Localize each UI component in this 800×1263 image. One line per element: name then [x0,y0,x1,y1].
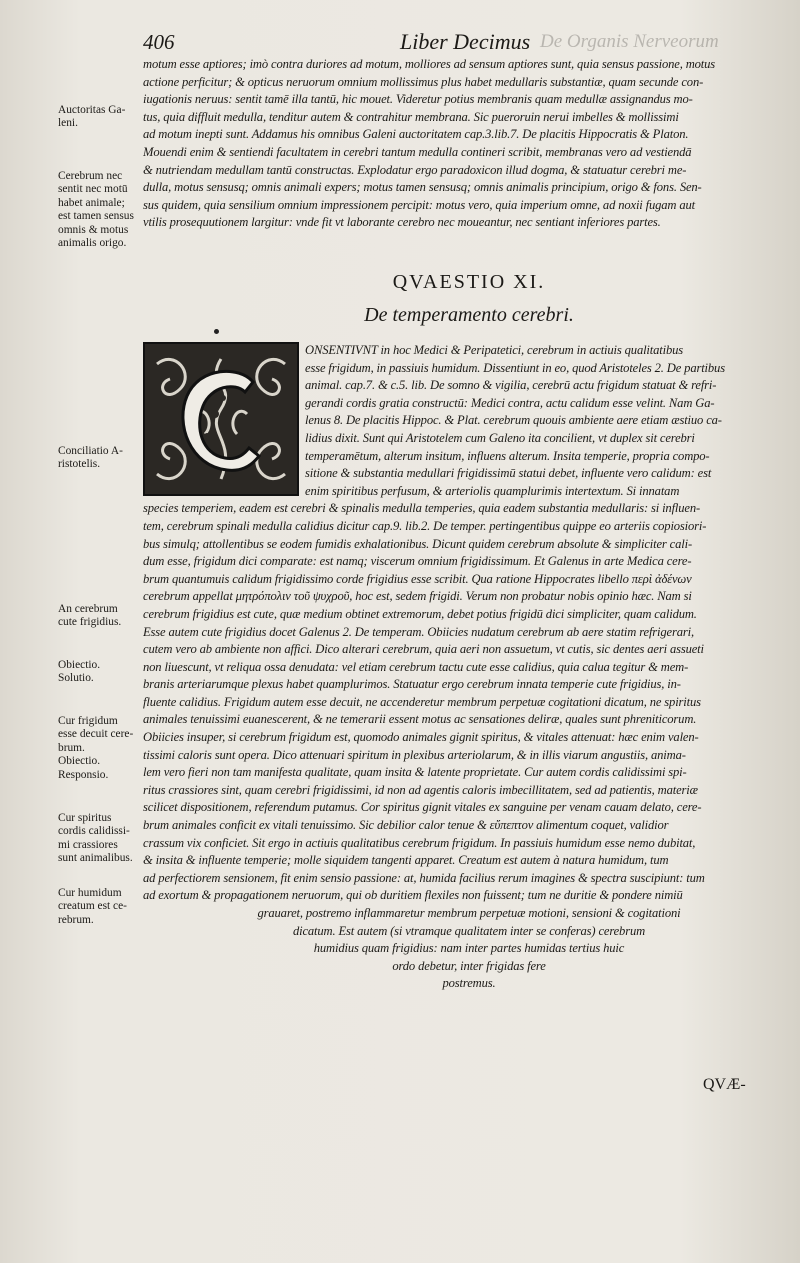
text-line: iugationis neruus: sentit tamē illa tantū, hic mouet. Videretur potius membranis quam medullæ assignandus mo- [143,92,693,107]
decorated-initial-c [143,342,299,496]
text-line: Mouendi enim & sentiendi facultatem in cerebri tantum medulla contineri scribit, membranas vero ad vestiendā [143,144,692,159]
margin-note [58,812,140,866]
main-paragraph [143,342,795,993]
text-line: Esse autem cute frigidius docet Galenus 2. De temperam. Obiicies nudatum cerebrum ab aere statim refrigerari, [143,624,694,639]
margin-note-text: Cerebrum nec sentit nec motū habet animale; est tamen sensus omnis & motus animalis origo. [58,170,134,250]
page-header [0,0,800,60]
text-line: animal. cap.7. & c.5. lib. De somno & vigilia, cerebrū actu frigidum statuat & refri- [305,378,717,393]
text-line: lenus 8. De placitis Hippoc. & Plat. cerebrum quouis ambiente aere etiam æstiuo ca- [305,413,722,428]
text-line: branis arteriarumque plexus habet quamplurimos. Statuatur ergo cerebrum innata temperie cute frigidius, in- [143,677,681,692]
text-line: esse frigidum, in passiuis humidum. Dissentiunt in eo, quod Aristoteles 2. De partibus [305,360,725,375]
text-line: Obiicies insuper, si cerebrum frigidum est, quomodo animales gignit spiritus, & vitales attenuat: hæc enim valen- [143,730,699,745]
margin-note [58,887,140,927]
text-line: scilicet dispositionem, referendum putamus. Cor spiritus gignit vitales ex sanguine per venam cauam delato, cere- [143,800,702,815]
intro-paragraph [143,56,795,232]
text-line: ritus crassiores sint, quam cerebri frigidissimi, id non ad agentis caloris imbecillitatem, sed ad patientis, materiæ [143,782,698,797]
text-line: animales tenuissimi euanescerent, & ne temerarii essent motus ac sensationes deliræ, quales sunt phreniticorum. [143,712,697,727]
margin-note [58,715,140,782]
text-line: ad exortum & propagationem neruorum, qui ob duritiem flexiles non fuissent; tum ne duritie & pondere nimiū [143,888,683,903]
page-number: 406 [143,30,175,54]
text-line: ONSENTIVNT in hoc Medici & Peripatetici, cerebrum in actiuis qualitatibus [305,343,684,357]
text-line: ad motum inepti sunt. Addamus his omnibus Galeni auctoritatem cap.3.lib.7. De placitis Hippocratis & Platon. [143,127,689,142]
text-line: cerebrum frigidius est cute, quæ medium obtinet extremorum, debet potius frigidū dici simpliciter, quam calidum. [143,606,697,621]
text-line: enim spiritibus perfusum, & arteriolis quamplurimis intertextum. Si innatam [305,483,680,498]
margin-note [58,170,140,250]
text-line: cutem vero ab ambiente non affici. Dico alterari cerebrum, quia aeri non assuetum, vt cutis, sic dentes aeri assueti [143,642,704,657]
question-heading: QVAESTIO XI. [392,271,546,293]
margin-note [58,104,140,131]
text-line: gerandi cordis gratia constructū: Medici contra, actu calidum esse velint. Nam Ga- [305,395,715,410]
tapered-ending [143,905,795,993]
bleed-through-text: De Organis Nerveorum [540,31,719,52]
text-line: sus quidem, quia sensilium omnium impressionem percipit: motus vero, quia imperium omne, ad noxii fugam aut [143,197,696,212]
catchword: QVÆ- [703,1076,746,1093]
text-line: motum esse aptiores; imò contra duriores ad motum, molliores ad sensum aptiores sunt, quia sensus passione, motus [143,57,716,71]
text-line: & nutriendam medullam tantū constructas. Explodatur ergo paradoxicon illud dogma, & statuatur cerebri me- [143,162,687,177]
text-line: lidius dixit. Sunt qui Aristotelem cum Galeno ita concilient, vt duplex sit cerebri [305,430,695,445]
text-line: lem vero fieri non tam manifesta qualitate, quam insita & latente proprietate. Cur autem cordis calidissimi spi- [143,765,687,780]
text-line: tus, quia diffluit medulla, tenditur autem & contrahitur membrana. Sic pueroruin nerui imbelles & mollissimi [143,109,679,124]
text-line: ad perfectiorem sensionem, fit enim sensio passione: at, humida facilius rerum imagines & spectra suscipiunt: tum [143,870,705,885]
text-line: postremus. [442,976,496,991]
text-line: crassum vix conficiet. Sit ergo in actiuis qualitatibus cerebrum frigidum. In passiuis humidum esse nemo dubitat, [143,835,696,850]
text-line: & insita & influente temperie; molle siquidem tangenti apparet. Creatum est autem à natura humidum, tum [143,853,669,868]
running-title: Liber Decimus [400,29,531,54]
text-line: actione perficitur; & opticus neruorum omnium mollissimus plus habet medullaris substantiæ, quam secunde con- [143,74,704,89]
margin-note [58,659,140,686]
text-line: ordo debetur, inter frigidas fere [392,958,546,973]
text-line: dum esse, frigidum dici comparate: est namq; viscerum omnium frigidissimum. Et Galenus in arte Medica cere- [143,554,692,569]
margin-note-text: Cur frigidum esse decuit cere- brum. Obiectio. Responsio. [58,715,134,781]
margin-note [58,603,140,630]
text-line: grauaret, postremo inflammaretur membrum perpetuæ motioni, sensioni & cogitationi [257,906,681,920]
margin-note-text: An cerebrum cute frigidius. [58,603,122,629]
margin-note-text: Conciliatio A- ristotelis. [58,445,123,471]
margin-note-text: Cur humidum creatum est ce- rebrum. [58,887,127,926]
text-line: temperamētum, alterum insitum, influens alterum. Insita temperie, propria compo- [305,448,710,463]
margin-note-text: Cur spiritus cordis calidissi- mi crassiores sunt animalibus. [58,812,133,865]
text-line: tem, cerebrum spinali medulla calidius dicitur cap.9. lib.2. De temper. pertingentibus quippe eo arteriis copiosiori- [143,518,707,533]
text-line: sitione & substantia medullari frigidissimū statui debet, influente vero calidum: est [305,466,712,481]
text-line: non liuescunt, vt reliqua ossa denudata: vel etiam cerebrum tactu cute esse calidius, quia calua tegitur & mem- [143,659,689,674]
text-line: tissimi caloris sunt opera. Dico attenuari spiritum in plexibus arteriolarum, & in illis viarum angustiis, anima- [143,747,686,762]
margin-note [58,445,140,472]
text-line: humidius quam frigidius: nam inter partes humidas tertius huic [313,941,625,956]
text-line: fluente calidius. Frigidum autem esse decuit, ne accenderetur membrum perpetuæ cogitationi dicatum, ne spiritus [143,694,701,709]
margin-note-text: Obiectio. Solutio. [58,659,101,685]
text-line: cerebrum appellat μητρόπολιν τοῦ ψυχροῦ, hoc est, sedem frigidi. Verum non probatur nobis opinio hæc. Nam si [143,589,692,604]
text-line: dicatum. Est autem (si vtramque qualitatem inter se conferas) cerebrum [292,923,646,938]
text-line: bus simulq; attollentibus se eodem fumidis exhalationibus. Dicunt quidem cerebrum absolute & simpliciter cali- [143,536,692,551]
ornamental-initial-icon [145,344,297,494]
section-title: De temperamento cerebri. [364,304,574,326]
text-line: vtilis prosequutionem largitur: vnde fit vt laborante cerebro nec moueantur, nec sentiant inferiores partes. [143,215,661,230]
text-line: species temperiem, eadem est cerebri & spinalis medulla temperies, quia eadem substantia medullaris: si influen- [143,501,701,516]
text-line: dulla, motus sensusq; omnis animali expers; motus tamen sensusq; omnis animalis principium, origo & fons. Sen- [143,180,702,195]
margin-note-text: Auctoritas Ga- leni. [58,104,126,130]
ink-dot [214,329,219,334]
text-line: brum quantumuis calidum frigidissimo corde frigidius esse scribit. Qua ratione Hippocrates libello περὶ ἀδένων [143,571,692,586]
text-line: brum animales conficit ex vitali tenuissimo. Sic debilior calor tenue & εὔπεπτον alimentum coquet, validior [143,818,669,833]
